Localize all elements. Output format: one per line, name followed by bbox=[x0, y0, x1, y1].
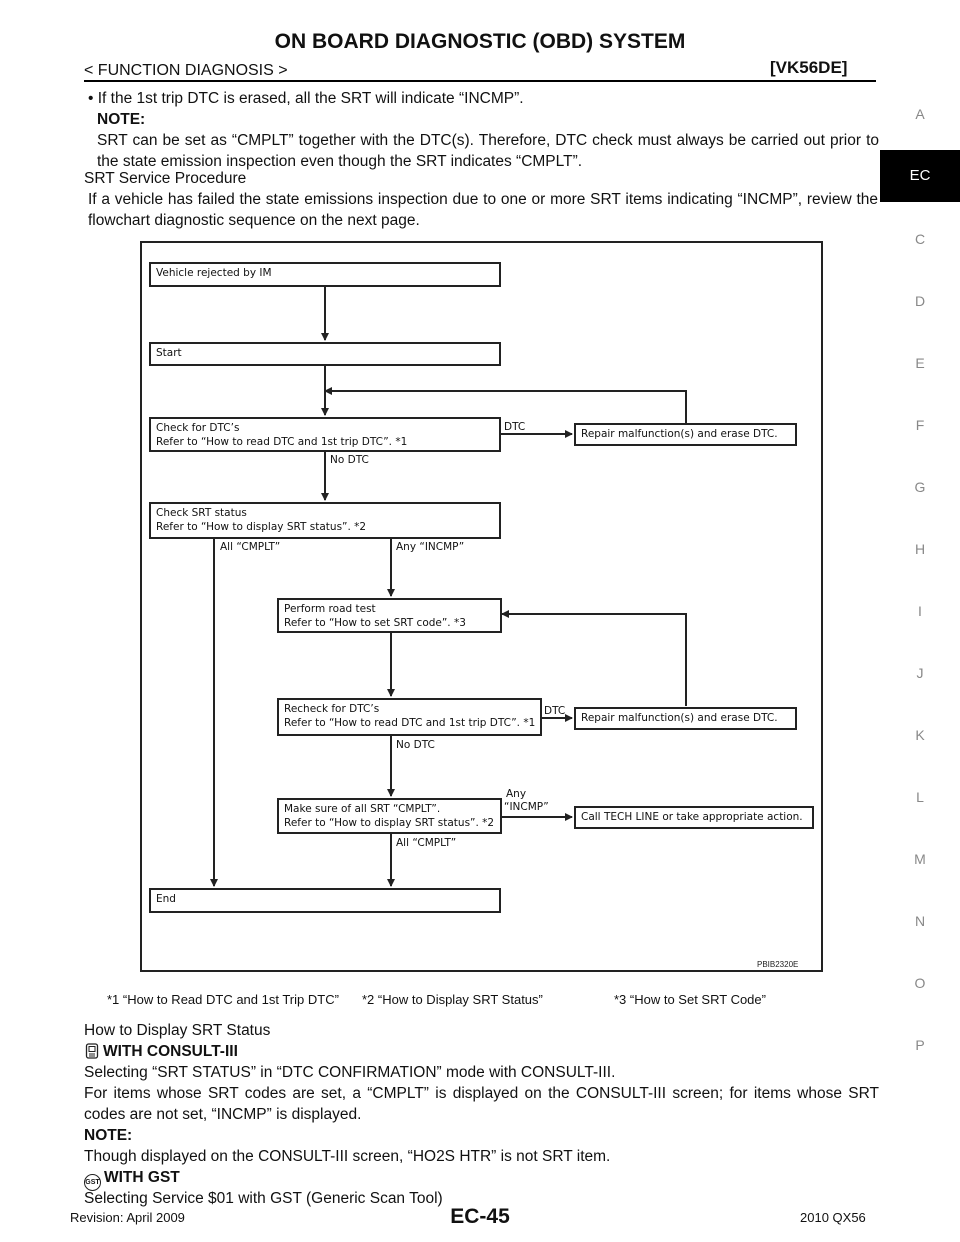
consult-line1: Selecting “SRT STATUS” in “DTC CONFIRMATION” mode with CONSULT-III. bbox=[84, 1064, 616, 1081]
note-label: NOTE: bbox=[97, 111, 146, 128]
label-no-dtc-1: No DTC bbox=[330, 454, 369, 466]
recheck-line1: Recheck for DTC’s bbox=[284, 703, 380, 715]
label-dtc-1: DTC bbox=[504, 421, 526, 433]
road-test-line1: Perform road test bbox=[284, 603, 376, 615]
make-sure-line1: Make sure of all SRT “CMPLT”. bbox=[284, 803, 441, 815]
bullet-text: If the 1st trip DTC is erased, all the SRT will indicate “INCMP”. bbox=[97, 90, 524, 107]
flow-box-recheck-dtc bbox=[277, 698, 542, 736]
check-dtc-line1: Check for DTC’s bbox=[156, 422, 240, 434]
index-letter[interactable]: N bbox=[914, 913, 926, 929]
header-divider bbox=[84, 80, 876, 82]
footnote-1: *1 “How to Read DTC and 1st Trip DTC” bbox=[107, 992, 339, 1007]
note2-text: Though displayed on the CONSULT-III screen, “HO2S HTR” is not SRT item. bbox=[84, 1148, 611, 1165]
label-any-incmp-2b: “INCMP” bbox=[504, 801, 549, 813]
footnote-2: *2 “How to Display SRT Status” bbox=[362, 992, 543, 1007]
gst-label: WITH GST bbox=[104, 1169, 180, 1186]
check-srt-line1: Check SRT status bbox=[156, 507, 247, 519]
bullet-item bbox=[88, 88, 868, 109]
figure-code: PBIB2320E bbox=[757, 960, 799, 969]
footer-model: 2010 QX56 bbox=[800, 1210, 866, 1225]
consult-row bbox=[84, 1041, 238, 1062]
section-breadcrumb: < FUNCTION DIAGNOSIS > bbox=[84, 62, 288, 79]
bullet-icon: • bbox=[88, 90, 94, 107]
flow-box-rejected: Vehicle rejected by IM bbox=[149, 262, 501, 287]
index-letter[interactable]: F bbox=[915, 417, 925, 433]
index-letter[interactable]: M bbox=[914, 851, 926, 867]
flowchart-frame bbox=[140, 241, 823, 972]
footnote-3: *3 “How to Set SRT Code” bbox=[614, 992, 766, 1007]
engine-code: [VK56DE] bbox=[770, 58, 848, 77]
gst-icon: GST bbox=[84, 1174, 101, 1191]
flow-box-repair-2: Repair malfunction(s) and erase DTC. bbox=[574, 707, 797, 730]
flow-box-repair-1: Repair malfunction(s) and erase DTC. bbox=[574, 423, 797, 446]
index-letter[interactable]: A bbox=[915, 106, 925, 122]
index-letter[interactable]: J bbox=[916, 665, 924, 681]
page-title: ON BOARD DIAGNOSTIC (OBD) SYSTEM bbox=[274, 30, 686, 53]
index-letter[interactable]: O bbox=[914, 975, 926, 991]
consult-icon bbox=[84, 1043, 100, 1059]
label-any-incmp-2a: Any bbox=[506, 788, 527, 800]
recheck-line2: Refer to “How to read DTC and 1st trip DTC”. *1 bbox=[284, 717, 536, 729]
index-letter[interactable]: P bbox=[915, 1037, 925, 1053]
flow-box-make-sure bbox=[277, 798, 502, 834]
flow-box-call-tech: Call TECH LINE or take appropriate action. bbox=[574, 806, 814, 829]
label-no-dtc-2: No DTC bbox=[396, 739, 435, 751]
index-letter[interactable]: D bbox=[914, 293, 926, 309]
index-letter[interactable]: G bbox=[914, 479, 926, 495]
index-letter[interactable]: I bbox=[918, 603, 922, 619]
gst-line: Selecting Service $01 with GST (Generic Scan Tool) bbox=[84, 1190, 443, 1207]
flow-box-end: End bbox=[149, 888, 501, 913]
index-letter[interactable]: H bbox=[914, 541, 926, 557]
label-all-cmplt-2: All “CMPLT” bbox=[396, 837, 457, 849]
consult-line2: For items whose SRT codes are set, a “CMPLT” is displayed on the CONSULT-III screen; for items whose SRT codes are not set, “INCMP” is displayed. bbox=[84, 1085, 879, 1123]
srt-service-text: If a vehicle has failed the state emissions inspection due to one or more SRT items indicating “INCMP”, review the flowchart diagnostic sequence on the next page. bbox=[88, 191, 878, 229]
index-current[interactable]: EC bbox=[880, 150, 960, 202]
footer-page-number: EC-45 bbox=[450, 1205, 510, 1228]
index-letter[interactable]: C bbox=[914, 231, 926, 247]
flow-box-start: Start bbox=[149, 342, 501, 366]
check-dtc-line2: Refer to “How to read DTC and 1st trip DTC”. *1 bbox=[156, 436, 408, 448]
road-test-line2: Refer to “How to set SRT code”. *3 bbox=[284, 617, 466, 629]
index-letter[interactable]: E bbox=[915, 355, 925, 371]
index-letter[interactable]: K bbox=[915, 727, 925, 743]
note-text: SRT can be set as “CMPLT” together with the DTC(s). Therefore, DTC check must always be carried out prior to the state emission inspection even though the SRT indicates “CMPLT”. bbox=[97, 132, 879, 170]
check-srt-line2: Refer to “How to display SRT status”. *2 bbox=[156, 521, 367, 533]
label-any-incmp-1: Any “INCMP” bbox=[396, 541, 465, 553]
flow-box-check-dtc bbox=[149, 417, 501, 452]
flow-box-road-test bbox=[277, 598, 502, 633]
make-sure-line2: Refer to “How to display SRT status”. *2 bbox=[284, 817, 495, 829]
consult-label: WITH CONSULT-III bbox=[103, 1043, 238, 1060]
footer-revision: Revision: April 2009 bbox=[70, 1210, 185, 1225]
label-all-cmplt-1: All “CMPLT” bbox=[220, 541, 281, 553]
label-dtc-2: DTC bbox=[544, 705, 566, 717]
flow-box-check-srt bbox=[149, 502, 501, 539]
index-letter[interactable]: L bbox=[916, 789, 924, 805]
display-srt-heading: How to Display SRT Status bbox=[84, 1022, 271, 1039]
srt-service-heading: SRT Service Procedure bbox=[84, 170, 247, 187]
note2-label: NOTE: bbox=[84, 1127, 133, 1144]
